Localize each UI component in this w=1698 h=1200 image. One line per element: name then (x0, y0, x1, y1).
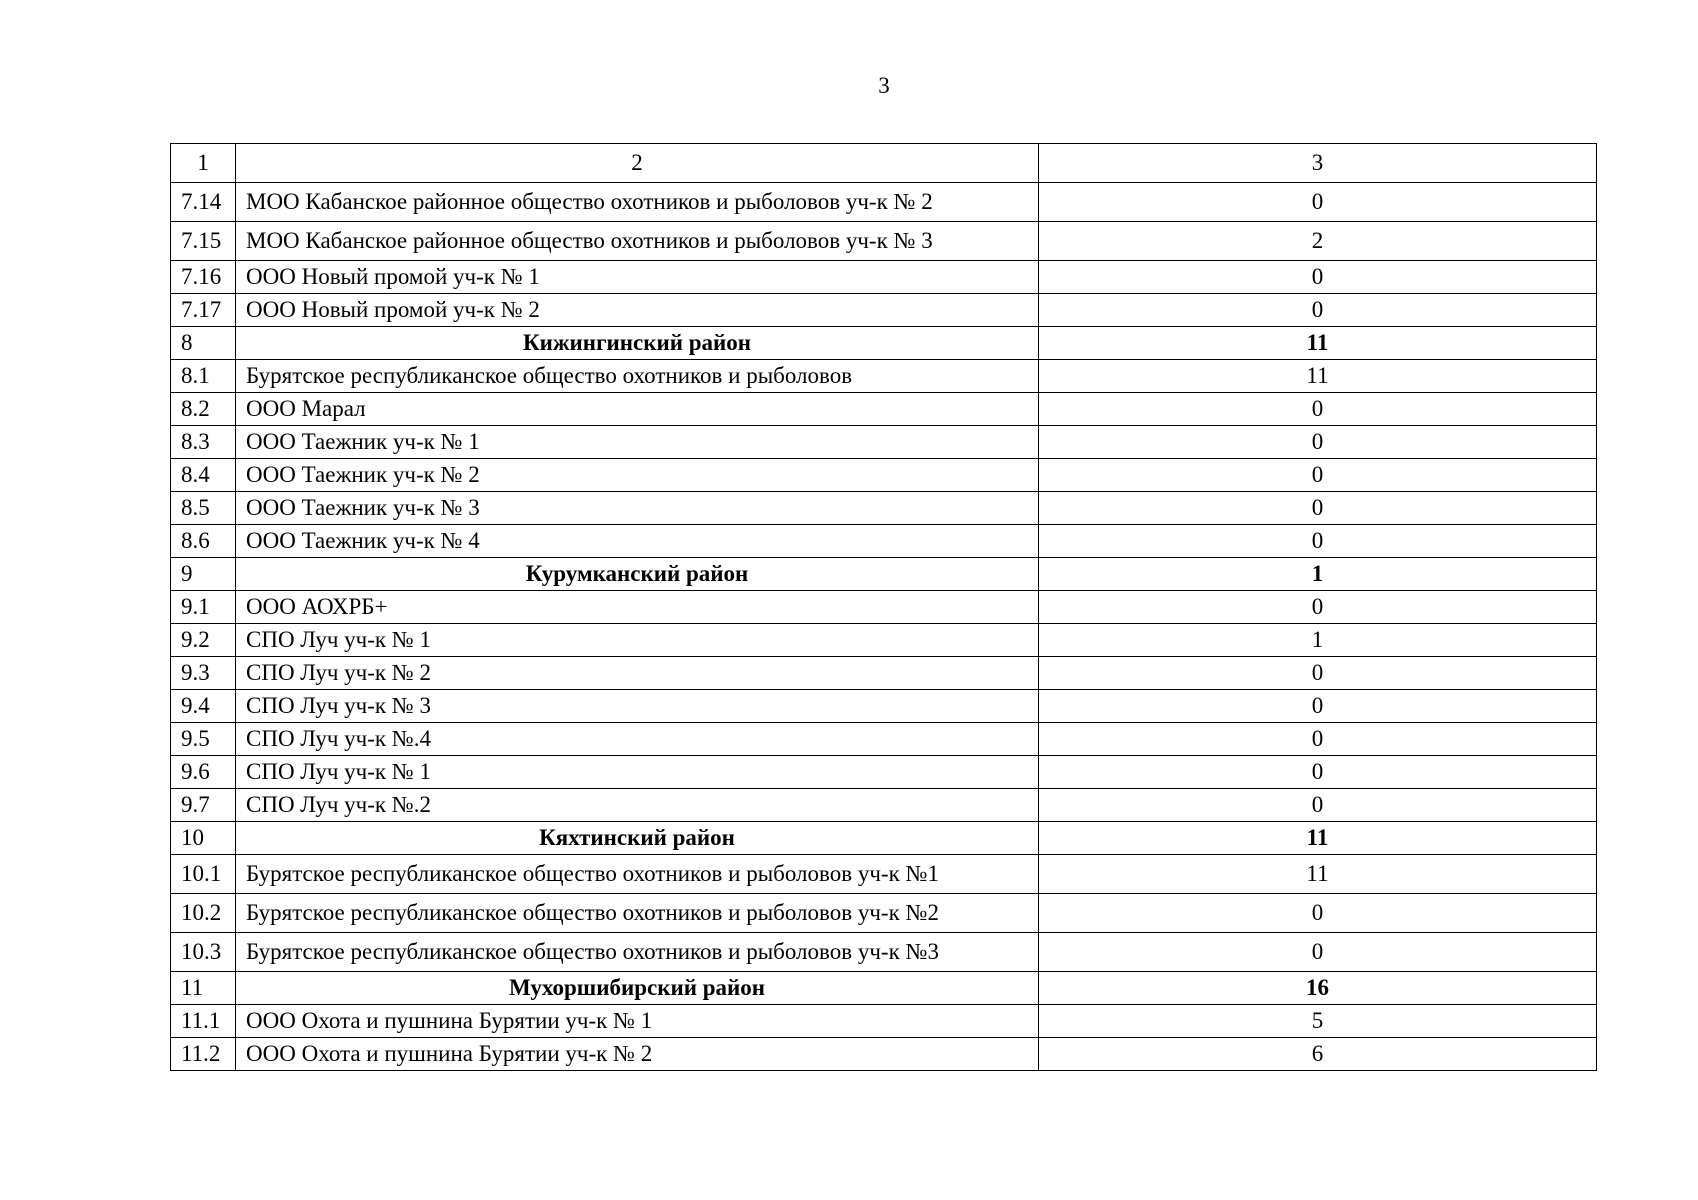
table-row (171, 393, 1597, 426)
district-row (171, 972, 1597, 1005)
table-row (171, 789, 1597, 822)
row-number: 9.2 (171, 624, 236, 657)
table-row (171, 426, 1597, 459)
table-row (171, 492, 1597, 525)
organization-name: СПО Луч уч-к № 2 (236, 657, 1039, 690)
district-name: Кяхтинский район (236, 822, 1039, 855)
table-row (171, 690, 1597, 723)
table-row (171, 855, 1597, 894)
organization-name: ООО Охота и пушнина Бурятии уч-к № 2 (236, 1038, 1039, 1071)
table-row (171, 657, 1597, 690)
row-value: 0 (1039, 525, 1597, 558)
organization-name: ООО Охота и пушнина Бурятии уч-к № 1 (236, 1005, 1039, 1038)
row-number: 8 (171, 327, 236, 360)
table-row (171, 1005, 1597, 1038)
table-row (171, 525, 1597, 558)
district-row (171, 822, 1597, 855)
row-value: 0 (1039, 261, 1597, 294)
row-value: 11 (1039, 327, 1597, 360)
column-number-2: 2 (236, 144, 1039, 183)
organization-name: СПО Луч уч-к № 1 (236, 756, 1039, 789)
row-number: 9.7 (171, 789, 236, 822)
row-number: 8.3 (171, 426, 236, 459)
organization-name: ООО Новый промой уч-к № 2 (236, 294, 1039, 327)
table-row (171, 894, 1597, 933)
data-table (170, 143, 1597, 1071)
column-number-3: 3 (1039, 144, 1597, 183)
row-value: 0 (1039, 657, 1597, 690)
table-row (171, 1038, 1597, 1071)
row-value: 0 (1039, 426, 1597, 459)
table-row (171, 723, 1597, 756)
district-row (171, 327, 1597, 360)
district-row (171, 558, 1597, 591)
row-number: 8.4 (171, 459, 236, 492)
organization-name: МОО Кабанское районное общество охотников и рыболовов уч-к № 3 (236, 222, 1039, 261)
row-number: 9.6 (171, 756, 236, 789)
row-number: 10 (171, 822, 236, 855)
row-number: 11.1 (171, 1005, 236, 1038)
row-number: 8.6 (171, 525, 236, 558)
row-number: 10.1 (171, 855, 236, 894)
row-number: 8.2 (171, 393, 236, 426)
table-row (171, 933, 1597, 972)
row-value: 0 (1039, 789, 1597, 822)
row-value: 0 (1039, 756, 1597, 789)
table-row (171, 222, 1597, 261)
row-number: 8.1 (171, 360, 236, 393)
column-number-1: 1 (171, 144, 236, 183)
row-value: 5 (1039, 1005, 1597, 1038)
organization-name: Бурятское республиканское общество охотников и рыболовов уч-к №1 (236, 855, 1039, 894)
row-value: 0 (1039, 933, 1597, 972)
row-value: 11 (1039, 855, 1597, 894)
table-row (171, 261, 1597, 294)
row-number: 11.2 (171, 1038, 236, 1071)
row-value: 0 (1039, 294, 1597, 327)
row-value: 6 (1039, 1038, 1597, 1071)
organization-name: ООО Новый промой уч-к № 1 (236, 261, 1039, 294)
row-value: 0 (1039, 459, 1597, 492)
organization-name: СПО Луч уч-к № 1 (236, 624, 1039, 657)
row-number: 7.17 (171, 294, 236, 327)
table-row (171, 756, 1597, 789)
row-value: 0 (1039, 393, 1597, 426)
organization-name: ООО Таежник уч-к № 4 (236, 525, 1039, 558)
district-name: Мухоршибирский район (236, 972, 1039, 1005)
row-value: 0 (1039, 690, 1597, 723)
row-number: 7.15 (171, 222, 236, 261)
row-number: 8.5 (171, 492, 236, 525)
table-body (171, 144, 1597, 1071)
row-number: 10.3 (171, 933, 236, 972)
row-value: 16 (1039, 972, 1597, 1005)
organization-name: СПО Луч уч-к №.4 (236, 723, 1039, 756)
row-value: 0 (1039, 894, 1597, 933)
row-value: 2 (1039, 222, 1597, 261)
organization-name: ООО Таежник уч-к № 1 (236, 426, 1039, 459)
row-number: 7.16 (171, 261, 236, 294)
district-name: Курумканский район (236, 558, 1039, 591)
row-number: 9 (171, 558, 236, 591)
row-value: 0 (1039, 723, 1597, 756)
district-name: Кижингинский район (236, 327, 1039, 360)
table-row (171, 591, 1597, 624)
row-number: 9.1 (171, 591, 236, 624)
row-value: 0 (1039, 492, 1597, 525)
row-number: 10.2 (171, 894, 236, 933)
table-row (171, 459, 1597, 492)
table-row (171, 624, 1597, 657)
row-value: 11 (1039, 360, 1597, 393)
row-value: 1 (1039, 558, 1597, 591)
row-number: 7.14 (171, 183, 236, 222)
page-number: 3 (878, 73, 890, 98)
row-number: 9.3 (171, 657, 236, 690)
organization-name: ООО Таежник уч-к № 2 (236, 459, 1039, 492)
row-value: 1 (1039, 624, 1597, 657)
row-number: 9.4 (171, 690, 236, 723)
organization-name: ООО Марал (236, 393, 1039, 426)
organization-name: Бурятское республиканское общество охотников и рыболовов уч-к №2 (236, 894, 1039, 933)
row-number: 9.5 (171, 723, 236, 756)
table-row (171, 294, 1597, 327)
organization-name: СПО Луч уч-к №.2 (236, 789, 1039, 822)
table-row (171, 183, 1597, 222)
organization-name: МОО Кабанское районное общество охотников и рыболовов уч-к № 2 (236, 183, 1039, 222)
table-row (171, 360, 1597, 393)
organization-name: Бурятское республиканское общество охотников и рыболовов (236, 360, 1039, 393)
row-value: 0 (1039, 183, 1597, 222)
organization-name: СПО Луч уч-к № 3 (236, 690, 1039, 723)
row-value: 11 (1039, 822, 1597, 855)
column-number-row (171, 144, 1597, 183)
organization-name: Бурятское республиканское общество охотников и рыболовов уч-к №3 (236, 933, 1039, 972)
row-value: 0 (1039, 591, 1597, 624)
row-number: 11 (171, 972, 236, 1005)
organization-name: ООО АОХРБ+ (236, 591, 1039, 624)
organization-name: ООО Таежник уч-к № 3 (236, 492, 1039, 525)
